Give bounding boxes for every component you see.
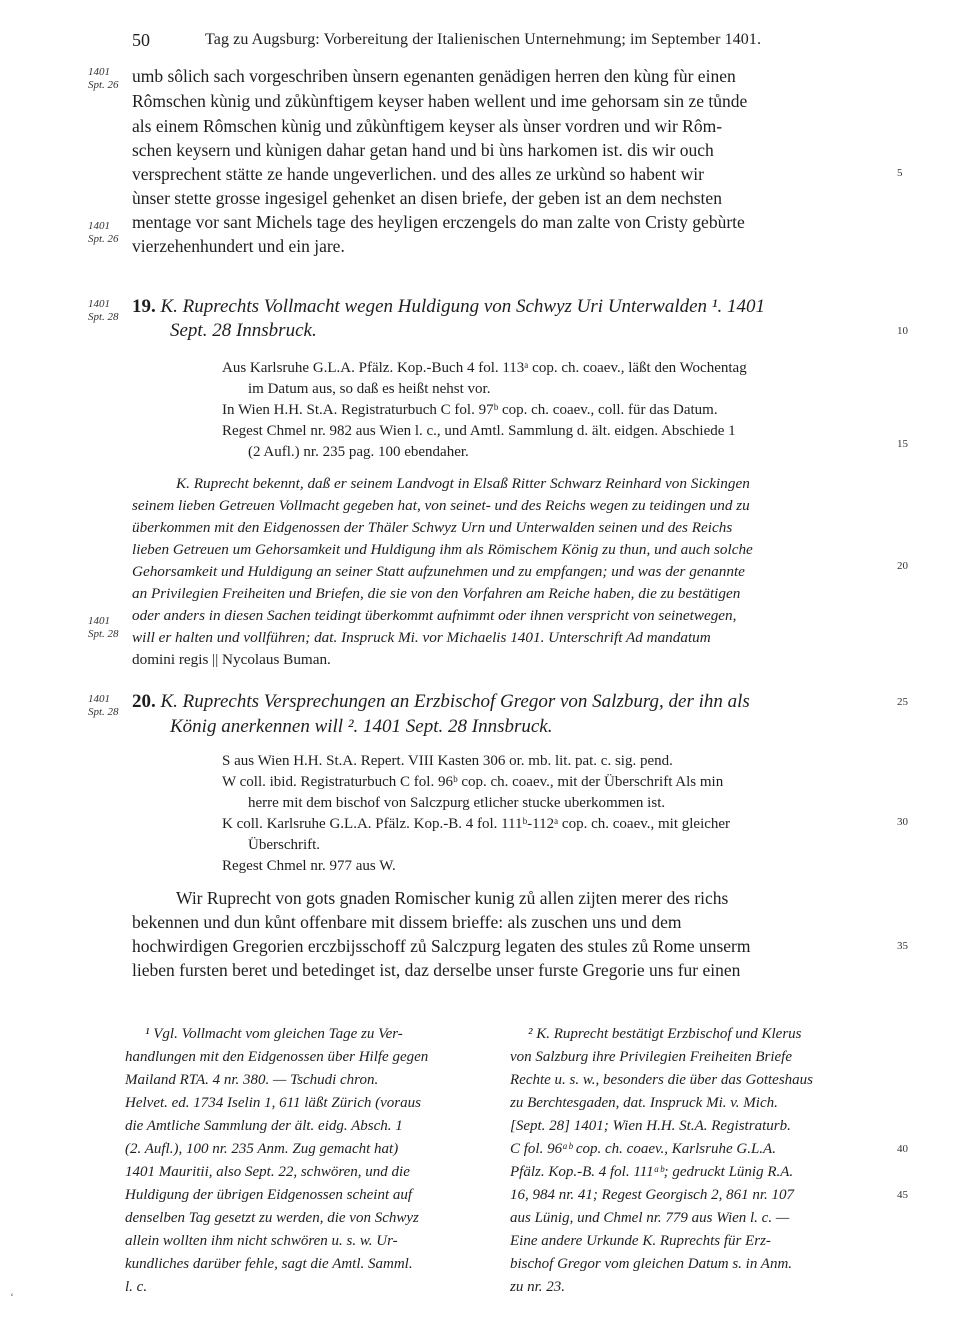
entry-number: 20. (132, 691, 156, 712)
running-title: Tag zu Augsburg: Vorbereitung der Italienischen Unternehmung; im September 1401. (205, 31, 762, 48)
regest-line: K. Ruprecht bekennt, daß er seinem Landvogt in Elsaß Ritter Schwarz Reinhard von Sickingen (176, 475, 750, 492)
source-line: (2 Aufl.) nr. 235 pag. 100 ebendaher. (248, 444, 469, 460)
text-line: lieben fursten beret und betedinget ist, daz derselbe unser furste Gregorie uns fur einen (132, 960, 741, 980)
margin-date: 1401 Spt. 28 (88, 298, 119, 323)
regest-line: seinem lieben Getreuen Vollmacht gegeben hat, von seinet- und des Reichs wegen zu teidingen und zu (132, 497, 750, 514)
text-line: vierzehenhundert und ein jare. (132, 236, 345, 256)
document-page: 50 Tag zu Augsburg: Vorbereitung der Italienischen Unternehmung; im September 1401. 1401 Spt. 26 umb sôlich sach vorgeschriben ùnsern egenanten genädigen herren den kùng fùr einen Rômschen kùnig und zůkùnftigem keyser haben wellent und ime gehorsam sin ze tůnde als einem Rômschen kùnig und zůkùnftigem keyser als ùnser vordren und wir Rôm- schen keysern und kùnigen dahar getan hand und bi ùns harkomen ist. dis wir ouch versprechent stätte ze hande ungeverlichen. und des alles ze urkùnd so habent wir 5 ùnser stette grosse ingesigel gehenket an disen briefe, der geben ist an dem nechsten 1401 Spt. 26 mentage vor sant Michels tage des heyligen erczengels do man zalte von Cristy gebùrte vierzehenhundert und ein jare. 1401 Spt. 28 19. K. Ruprechts Vollmacht wegen Huldigung von Schwyz Uri Unterwalden ¹. 1401 Sept. 28 Innsbruck. 10 Aus Karlsruhe G.L.A. Pfälz. Kop.-Buch 4 fol. 113ᵃ cop. ch. coaev., läßt den Wochentag im Datum aus, so daß es heißt nehst vor. In Wien H.H. St.A. Registraturbuch C fol. 97ᵇ cop. ch. coaev., coll. für das Datum. Regest Chmel nr. 982 aus Wien l. c., und Amtl. Sammlung d. ält. eidgen. Abschiede 1 (2 Aufl.) nr. 235 pag. 100 ebendaher. 15 K. Ruprecht bekennt, daß er seinem Landvogt in Elsaß Ritter Schwarz Reinhard von Sickingen seinem lieben Getreuen Vollmacht gegeben hat, von seinet- und des Reichs wegen zu teidingen und zu überkommen mit den Eidgenossen der Thäler Schwyz Urn und Unterwalden seinen und des Reichs lieben Getreuen um Gehorsamkeit und Huldigung ihm als Römischem König zu thun, und auch solche Gehorsamkeit und Huldigung an seiner Statt aufzunehmen und zu empfangen; und was der genannte 20 an Privilegien Freiheiten und Briefen, die sie von den Vorfahren am Reiche haben, die zu bestätigen oder anders in diesen Sachen teidingt überkommt aufnimmt oder ihnen verspricht von seinetwegen, 1401 Spt. 28 will er halten und vollführen; dat. Inspruck Mi. vor Michaelis 1401. Unterschrift Ad mandatum domini regis || Nycolaus Buman. 1401 Spt. 28 20. K. Ruprechts Versprechungen an Erzbischof Gregor von Salzburg, der ihn als 25 König anerkennen will ². 1401 Sept. 28 Innsbruck. S aus Wien H.H. St.A. Repert. VIII Kasten 306 or. mb. lit. pat. c. sig. pend. W coll. ibid. Registraturbuch C fol. 96ᵇ cop. ch. coaev., mit der Überschrift Als min herre mit dem bischof von Salczpurg etlicher stucke uberkommen ist. K coll. Karlsruhe G.L.A. Pfälz. Kop.-B. 4 fol. 111ᵇ-112ᵃ cop. ch. coaev., mit gleicher 30 Überschrift. Regest Chmel nr. 977 aus W. Wir Ruprecht von gots gnaden Romischer kunig zů allen zijten merer des richs bekennen und dun kůnt offenbare mit dissem brieffe: als zuschen uns und dem hochwirdigen Gregorien erczbijsschoff zů Salczpurg legaten des stules zů Rome unserm 35 lieben fursten beret und betedinget ist, daz derselbe unser furste Gregorie uns fur einen ¹ Vgl. Vollmacht vom gleichen Tage zu Ver- handlungen mit den Eidgenossen über Hilfe gegen Mailand RTA. 4 nr. 380. — Tschudi chron. Helvet. ed. 1734 Iselin 1, 611 läßt Zürich (voraus die Amtliche Sammlung der ält. eidg. Absch. 1 (2. Aufl.), 100 nr. 235 Anm. Zug gemacht hat) 1401 Mauritii, also Sept. 22, schwören, und die Huldigung der übrigen Eidgenossen scheint auf denselben Tag gesetzt zu werden, die von Schwyz allein wollten ihm nicht schwören u. s. w. Ur- kundliches darüber fehle, sagt die Amtl. Samml. l. c. ² K. Ruprecht bestätigt Erzbischof und Klerus von Salzburg ihre Privilegien Freiheiten Briefe Rechte u. s. w., besonders die über das Gotteshaus zu Berchtesgaden, dat. Inspruck Mi. v. Mich. [Sept. 28] 1401; Wien H.H. St.A. Registraturb. C fol. 96ᵃᵇ cop. ch. coaev., Karlsruhe G.L.A. Pfälz. Kop.-B. 4 fol. 111ᵃᵇ; gedruckt Lünig R.A. 16, 984 nr. 41; Regest Georgisch 2, 861 nr. 107 aus Lünig, und Chmel nr. 779 aus Wien l. c. — Eine andere Urkunde K. Ruprechts für Erz- bischof Gregor vom gleichen Datum s. in Anm. zu nr. 23. 40 45 ‘ (10, 30, 908, 1304)
margin-date: 1401 Spt. 28 (88, 693, 119, 718)
entry-title-line2: Sept. 28 Innsbruck. (170, 320, 317, 341)
entry-title (132, 296, 765, 318)
regest-line: will er halten und vollführen; dat. Inspruck Mi. vor Michaelis 1401. Unterschrift Ad mandatum (132, 629, 711, 646)
margin-date: 1401 Spt. 26 (88, 66, 119, 91)
text-line: Wir Ruprecht von gots gnaden Romischer kunig zů allen zijten merer des richs (176, 888, 729, 908)
line-number: 35 (897, 940, 908, 952)
source-line: herre mit dem bischof von Salczpurg etlicher stucke uberkommen ist. (248, 795, 666, 811)
text-line: hochwirdigen Gregorien erczbijsschoff zů Salczpurg legaten des stules zů Rome unserm (132, 936, 751, 956)
line-number: 5 (897, 167, 903, 179)
source-line: W coll. ibid. Registraturbuch C fol. 96ᵇ cop. ch. coaev., mit der Überschrift Als min (222, 774, 724, 790)
regest-line: oder anders in diesen Sachen teidingt überkommt aufnimmt oder ihnen verspricht von seinetwegen, (132, 607, 737, 624)
entry-title-line2: König anerkennen will ². 1401 Sept. 28 Innsbruck. (170, 716, 553, 737)
source-line: S aus Wien H.H. St.A. Repert. VIII Kasten 306 or. mb. lit. pat. c. sig. pend. (222, 753, 673, 769)
text-line: Rômschen kùnig und zůkùnftigem keyser haben wellent und ime gehorsam sin ze tůnde (132, 91, 748, 111)
line-number: 20 (897, 560, 908, 572)
text-line: umb sôlich sach vorgeschriben ùnsern egenanten genädigen herren den kùng fùr einen (132, 66, 736, 86)
line-number: 30 (897, 816, 908, 828)
line-number: 40 (897, 1143, 908, 1155)
text-line: schen keysern und kùnigen dahar getan hand und bi ùns harkomen ist. dis wir ouch (132, 140, 714, 160)
margin-date: 1401 Spt. 26 (88, 220, 119, 245)
entry-title-text: K. Ruprechts Versprechungen an Erzbischof Gregor von Salzburg, der ihn als (160, 691, 750, 712)
source-line: Aus Karlsruhe G.L.A. Pfälz. Kop.-Buch 4 fol. 113ᵃ cop. ch. coaev., läßt den Wochentag (222, 360, 747, 376)
regest-line: lieben Getreuen um Gehorsamkeit und Huldigung ihm als Römischem König zu thun, und auch solche (132, 541, 753, 558)
line-number: 10 (897, 325, 908, 337)
source-line: Überschrift. (248, 837, 321, 853)
stray-mark: ‘ (10, 1290, 14, 1304)
text-line: ùnser stette grosse ingesigel gehenket an disen briefe, der geben ist an dem nechsten (132, 188, 722, 208)
entry-title (132, 691, 750, 713)
source-line: im Datum aus, so daß es heißt nehst vor. (248, 381, 491, 397)
text-line: als einem Rômschen kùnig und zůkùnftigem keyser als ùnser vordren und wir Rôm- (132, 116, 723, 136)
source-line: Regest Chmel nr. 982 aus Wien l. c., und Amtl. Sammlung d. ält. eidgen. Abschiede 1 (222, 423, 736, 439)
page-number: 50 (132, 30, 150, 50)
line-number: 25 (897, 696, 908, 708)
margin-date: 1401 Spt. 28 (88, 615, 119, 640)
line-number: 45 (897, 1189, 908, 1201)
source-line: Regest Chmel nr. 977 aus W. (222, 858, 396, 874)
regest-line: an Privilegien Freiheiten und Briefen, die sie von den Vorfahren am Reiche haben, die zu bestätigen (132, 585, 741, 602)
regest-line: domini regis || Nycolaus Buman. (132, 651, 331, 668)
source-line: In Wien H.H. St.A. Registraturbuch C fol. 97ᵇ cop. ch. coaev., coll. für das Datum. (222, 402, 718, 418)
text-line: versprechent stätte ze hande ungeverlichen. und des alles ze urkùnd so habent wir (132, 164, 704, 184)
text-line: bekennen und dun kůnt offenbare mit dissem brieffe: als zuschen uns und dem (132, 912, 682, 932)
text-line: mentage vor sant Michels tage des heyligen erczengels do man zalte von Cristy gebùrte (132, 212, 745, 232)
line-number: 15 (897, 438, 908, 450)
regest-line: Gehorsamkeit und Huldigung an seiner Statt aufzunehmen und zu empfangen; und was der genannte (132, 563, 745, 580)
entry-title-text: K. Ruprechts Vollmacht wegen Huldigung von Schwyz Uri Unterwalden ¹. 1401 (160, 296, 765, 317)
regest-line: überkommen mit den Eidgenossen der Thäler Schwyz Urn und Unterwalden seinen und des Reichs (132, 519, 733, 536)
source-line: K coll. Karlsruhe G.L.A. Pfälz. Kop.-B. 4 fol. 111ᵇ-112ᵃ cop. ch. coaev., mit gleicher (222, 816, 731, 832)
entry-number: 19. (132, 296, 156, 317)
